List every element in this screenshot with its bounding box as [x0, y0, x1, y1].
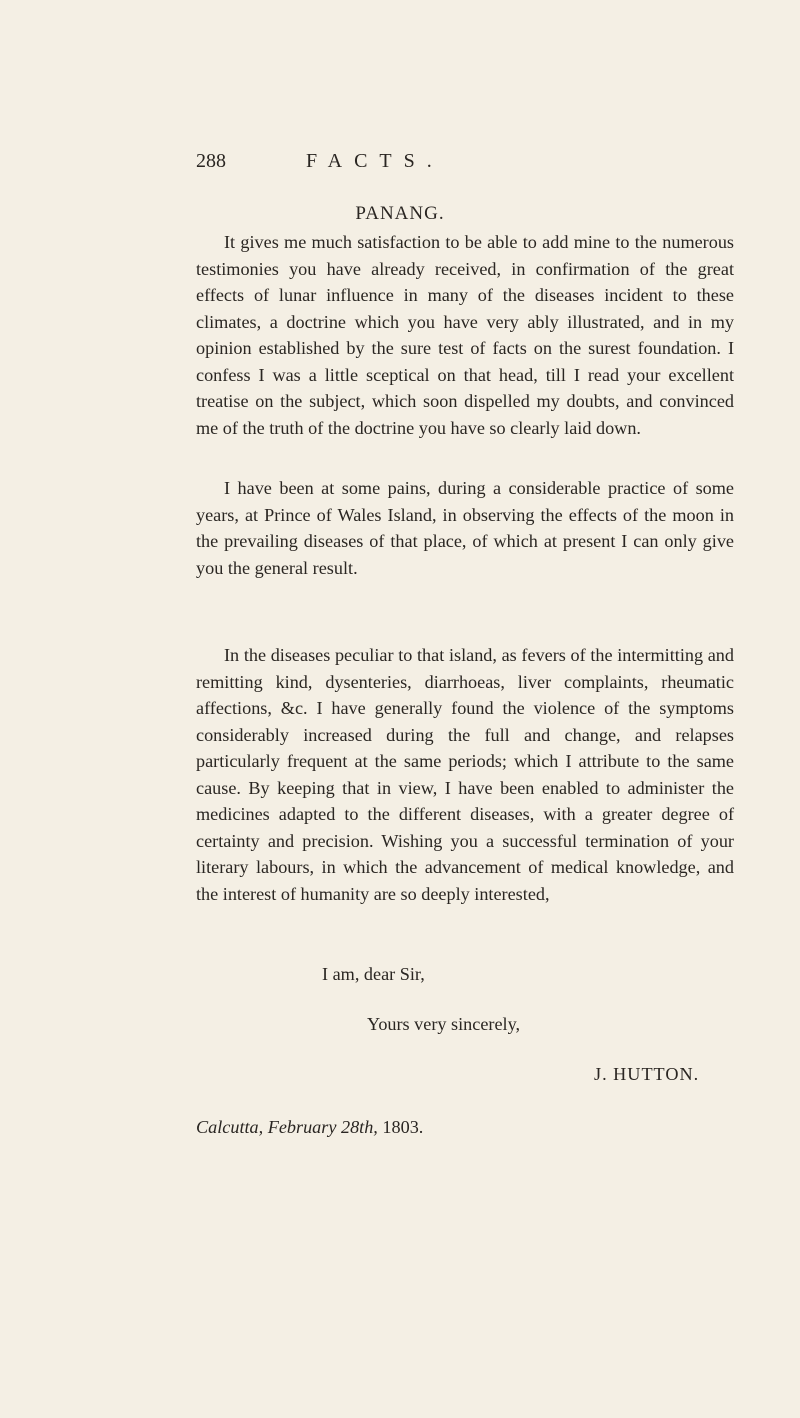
page-number: 288 — [196, 150, 226, 172]
dateline-place-date: Calcutta, February 28th, — [196, 1117, 378, 1137]
paragraph-1 — [196, 229, 734, 441]
paragraph-2 — [196, 475, 734, 581]
paragraph-text: It gives me much satisfaction to be able to add mine to the numerous testimonies you have already received, in confirmation of the great effects of lunar influence in many of the diseases incident to these climates, a doctrine which you have very ably illustrated, and in my opinion established by the sure test of facts on the surest foundation. I confess I was a little sceptical on that head, till I read your excellent treatise on the subject, which soon dispelled my doubts, and convinced me of the truth of the doctrine you have so clearly laid down. — [196, 232, 734, 438]
dateline — [196, 1117, 423, 1138]
signature: J. HUTTON. — [594, 1064, 700, 1084]
running-head: FACTS. — [306, 150, 444, 172]
page-header — [196, 150, 696, 180]
paragraph-text: In the diseases peculiar to that island, as fevers of the intermitting and remitting kind, dysenteries, diarrhoeas, liver complaints, rheumatic affections, &c. I have generally found the violence of the symptoms considerably increased during the full and change, and relapses particularly frequent at the same periods; which I attribute to the same cause. By keeping that in view, I have been enabled to administer the medicines adapted to the different diseases, with a greater degree of certainty and precision. Wishing you a successful termination of your literary labours, in which the advancement of medical knowledge, and the interest of humanity are so deeply interested, — [196, 645, 734, 904]
paragraph-text: I have been at some pains, during a considerable practice of some years, at Prince of Wales Island, in observing the effects of the moon in the prevailing diseases of that place, of which at present I can only give you the general result. — [196, 478, 734, 578]
salutation: I am, dear Sir, — [322, 964, 425, 984]
valediction: Yours very sincerely, — [367, 1014, 521, 1034]
section-title: PANANG. — [355, 203, 445, 224]
dateline-year: 1803. — [382, 1117, 424, 1137]
paragraph-3 — [196, 642, 734, 907]
